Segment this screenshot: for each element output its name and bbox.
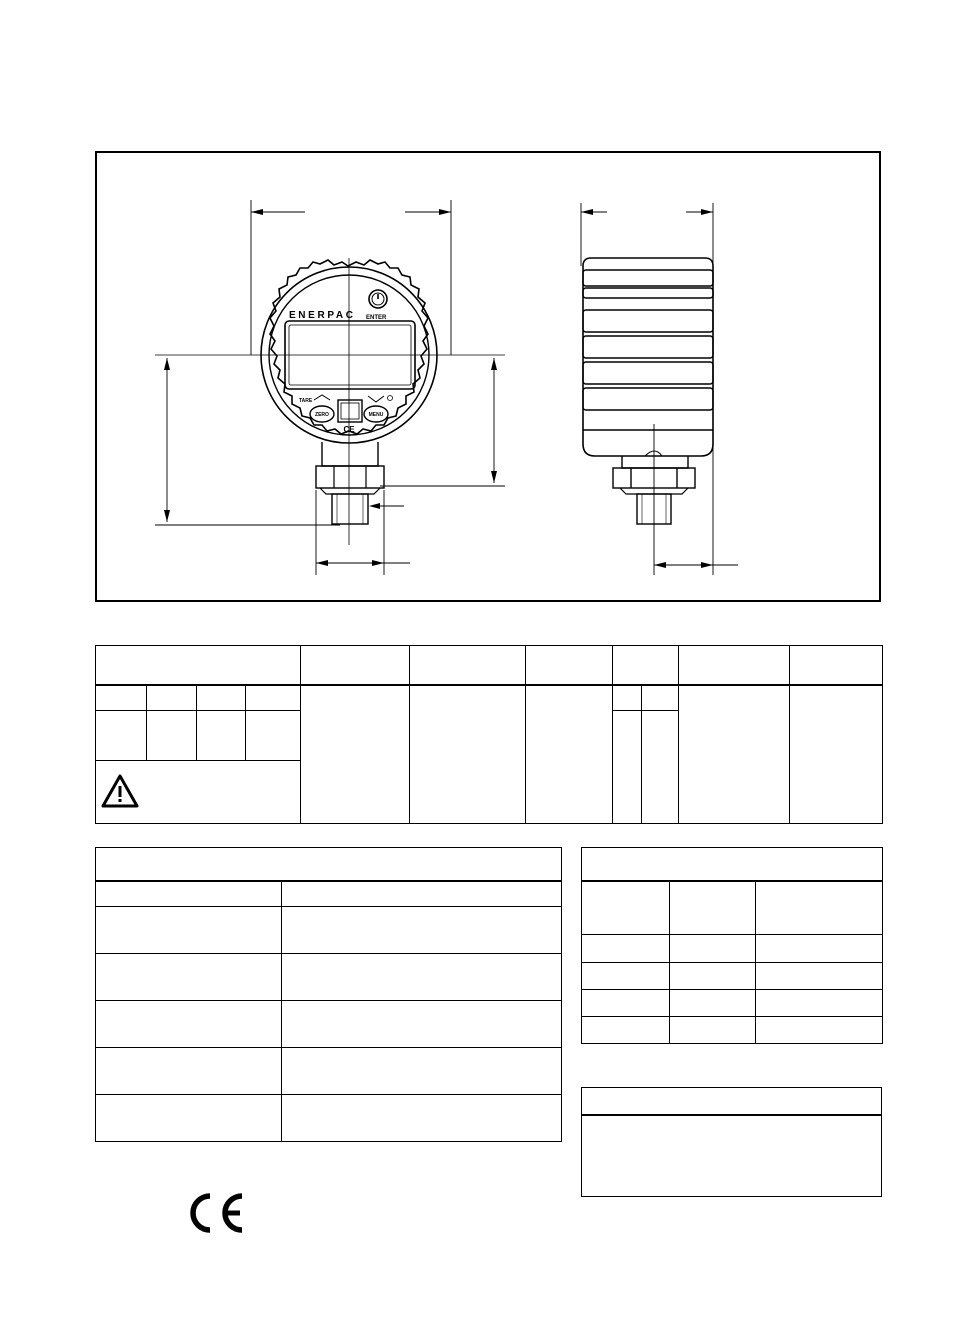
spec-table-left xyxy=(95,847,562,1142)
gauge-technical-drawing xyxy=(0,0,954,620)
centre-lines xyxy=(155,258,505,545)
enter-label: ENTER xyxy=(366,315,387,321)
front-dimension-lines xyxy=(155,200,505,575)
menu-label: MENU xyxy=(368,412,384,418)
brand-text: ENERPAC xyxy=(289,310,353,321)
note-box xyxy=(581,1087,882,1197)
ce-small-label: CE xyxy=(343,425,355,434)
warning-triangle-icon xyxy=(100,773,140,809)
tare-label: TARE xyxy=(299,398,313,404)
spec-table-right xyxy=(581,847,883,1044)
threaded-stem xyxy=(332,494,368,524)
hex-nut xyxy=(316,466,384,488)
gauge-side-view xyxy=(583,258,713,524)
ce-mark-icon xyxy=(182,1190,246,1236)
header-cell xyxy=(96,646,301,685)
note-box-header xyxy=(582,1088,881,1116)
model-table xyxy=(95,645,883,824)
zero-label: ZERO xyxy=(315,412,329,418)
